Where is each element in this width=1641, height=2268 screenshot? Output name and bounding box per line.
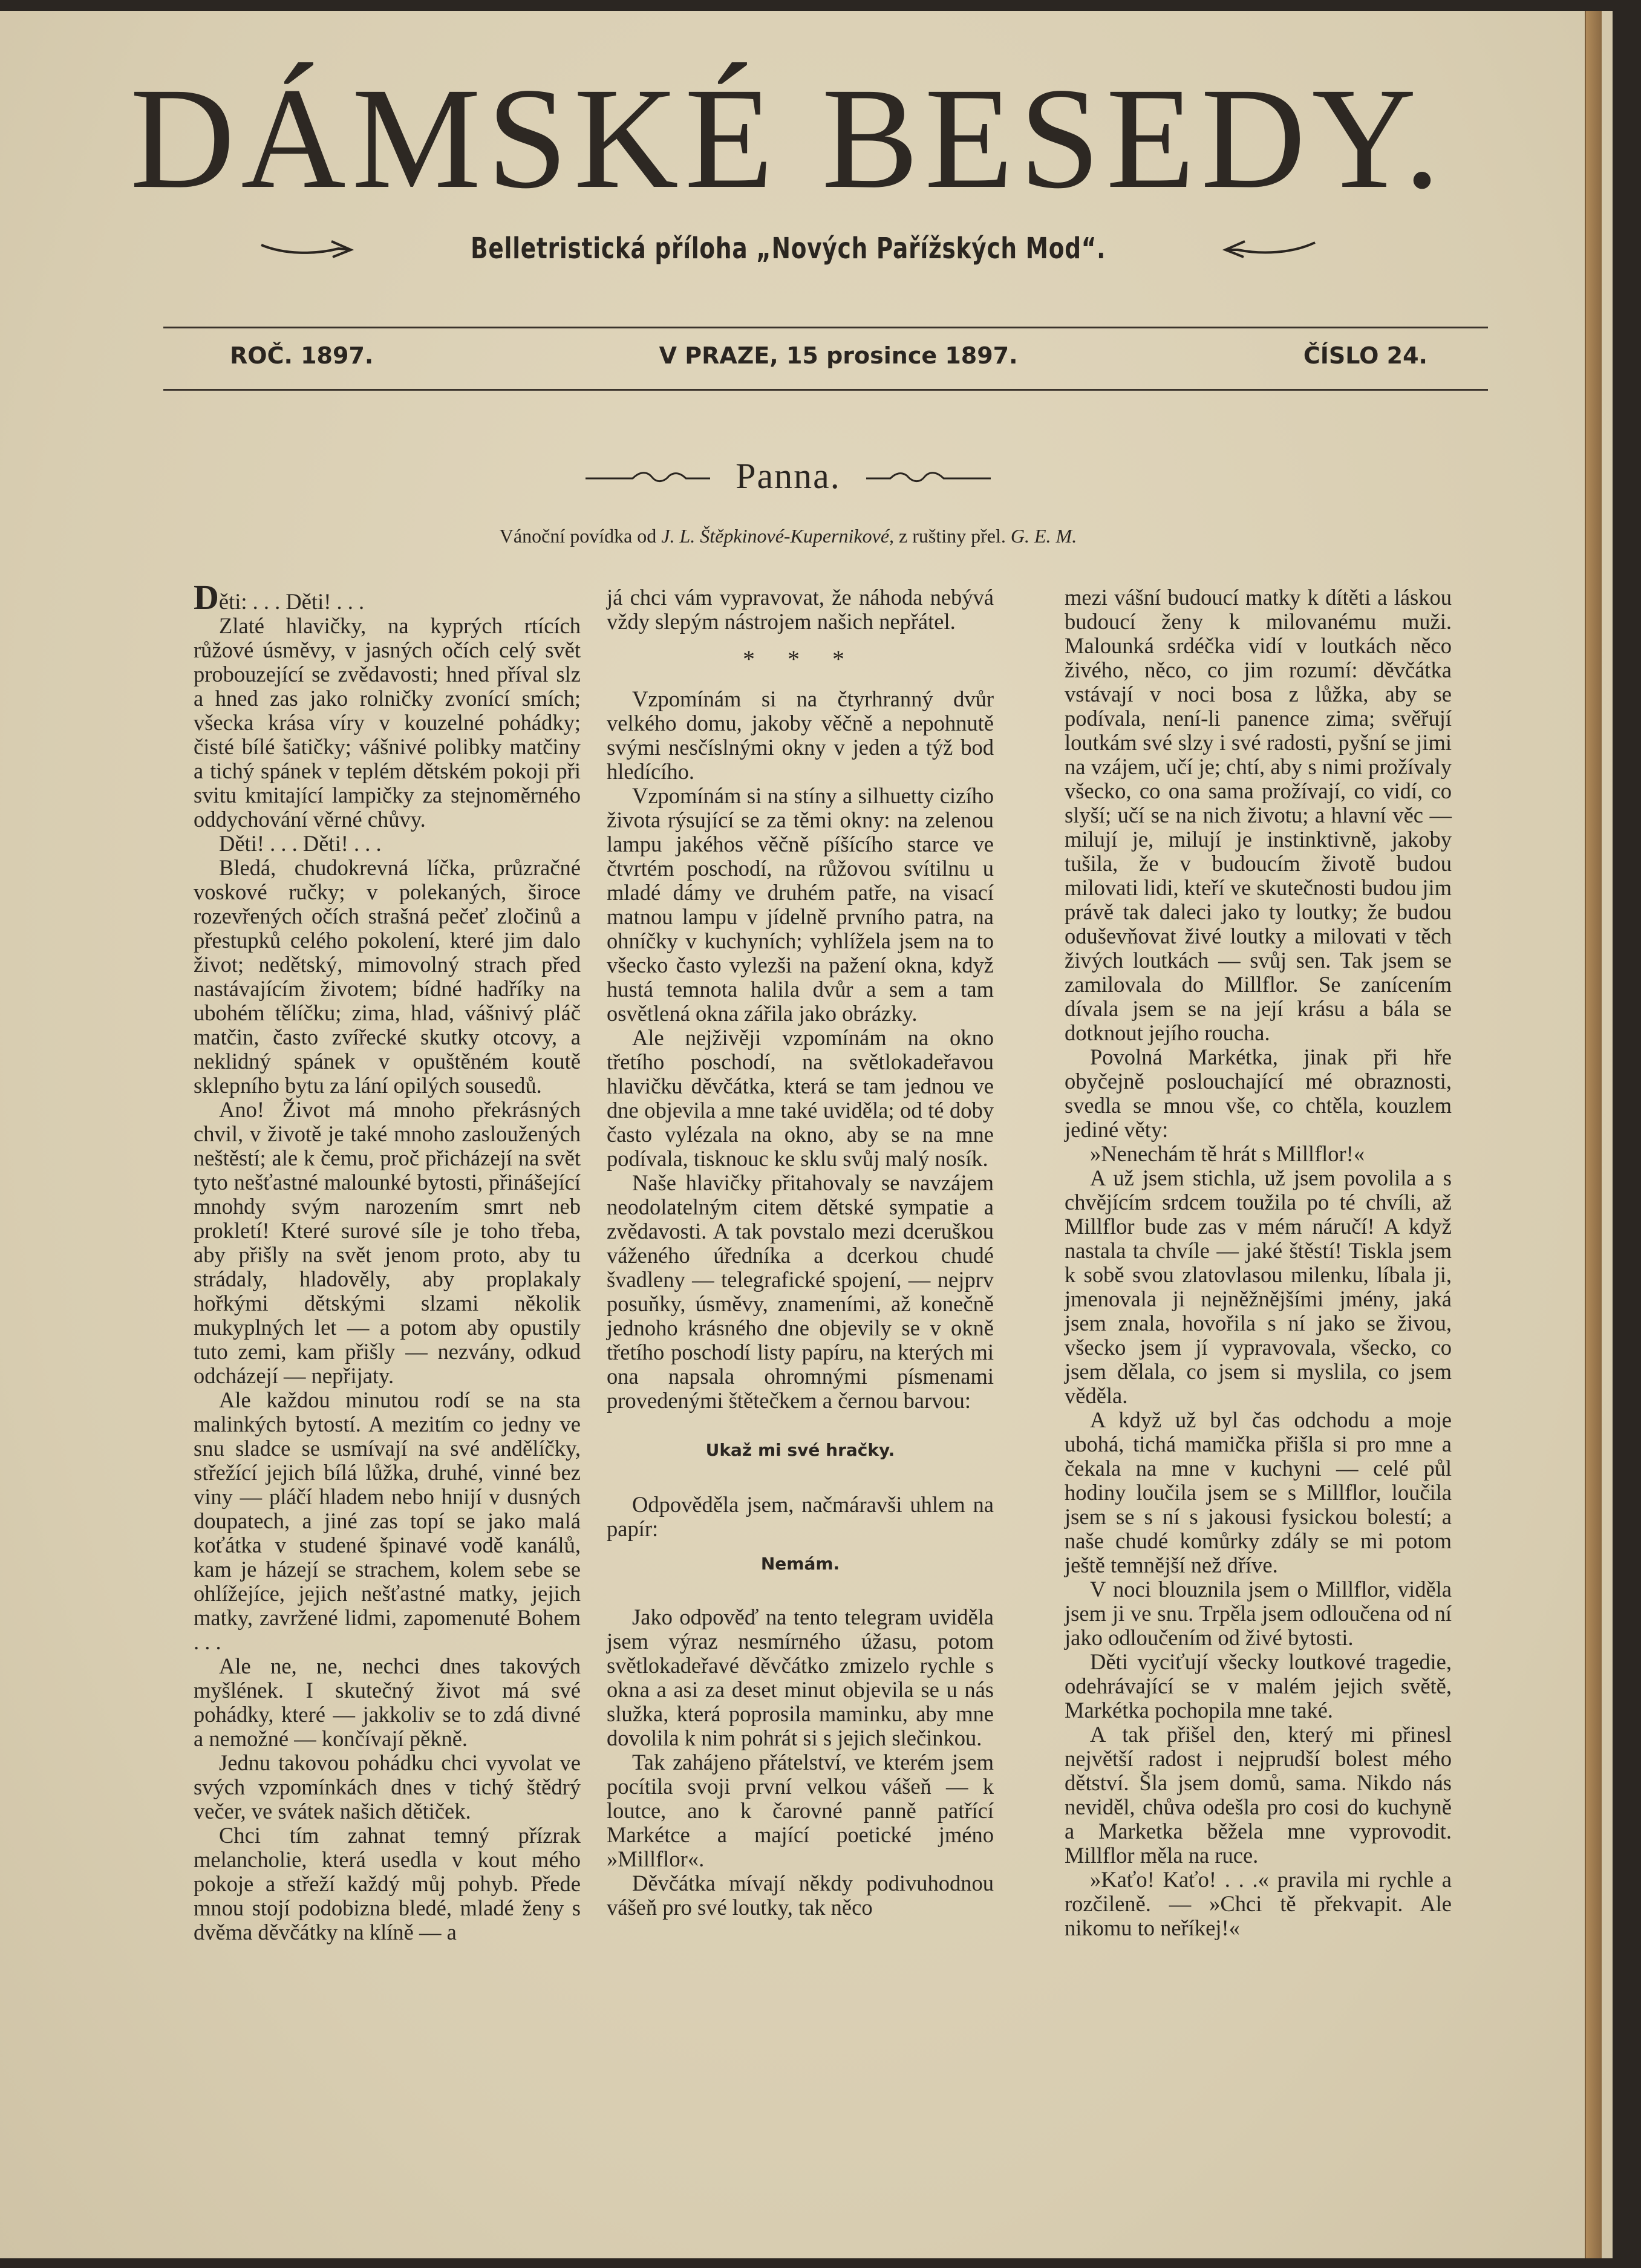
article-title: Panna. bbox=[736, 456, 841, 496]
paragraph: Tak zahájeno přátelství, ve kterém jsem pocítila svoji první velkou vášeň — k loutce, ano k čarovné panně patřící Markétce a mající poetické jméno »Millflor«. bbox=[607, 1750, 994, 1871]
paragraph: Bledá, chudokrevná líčka, průzračné voskové ručky; v polekaných, široce rozevřených očích strašná pečeť zločinů a přestupků celého pokolení, které jim dalo život; nedětský, mimovolný strach před nastávajícím životem; bídné hadříky na ubohém tělíčku; zima, hlad, vášnivý pláč matčin, často zvířecké skutky otcovy, a neklidný spánek v opuštěném koutě sklepního bytu za lání opilých sousedů. bbox=[194, 855, 581, 1098]
paragraph: Chci tím zahnat temný přízrak melancholie, která usedla v kout mého pokoje a střeží každý můj pohyb. Přede mnou stojí podobizna bledé, mladé ženy s dvěma děvčátky na klíně — a bbox=[194, 1823, 581, 1944]
paragraph: Děti! . . . Děti! . . . bbox=[219, 831, 382, 856]
issue-year: ROČ. 1897. bbox=[230, 342, 374, 369]
paragraph: Vzpomínám si na čtyrhranný dvůr velkého domu, jakoby věčně a nepohnutě svými nesčíslnými okny v jeden a týž bod hledícího. bbox=[607, 686, 994, 784]
paragraph: já chci vám vypravovat, že náhoda nebývá vždy slepým nástrojem našich nepřátel. bbox=[607, 585, 994, 634]
paragraph: mezi vášní budoucí matky k dítěti a láskou budoucí ženy k milovanému muži. Malounká srdéčka vidí v loutkách něco živého, něco, co jim rozumí: děvčátka vstávají v noci bosa z lůžka, aby se podívala, není-li panence zima; svěřují loutkám své slzy i své radosti, pyšní se jimi na vzájem, učí je; chtí, aby s nimi prožívaly všecko, co ona sama prožívají, co vidí, co slyší; učí se na nich životu; a hlavní věc — milují je, milují je instinktivně, jakoby tušila, že v budoucím životě budou milovati lidi, kteří ve skutečnosti budou jim právě tak daleci jako ty loutky; že budou oduševňovat živé loutky a milovati v těch živých loutkách — svůj sen. Tak jsem se zamilovala do Millflor. Se zanícením dívala jsem se na její krásu a bála se dotknout jejího roucha. bbox=[1065, 585, 1452, 1045]
paragraph: »Kaťo! Kaťo! . . .« pravila mi rychle a rozčileně. — »Chci tě překvapit. Ale nikomu to neříkej!« bbox=[1065, 1867, 1452, 1940]
paragraph: Ano! Život má mnoho překrásných chvil, v životě je také mnoho zasloužených neštěstí; ale k čemu, proč přicházejí na svět tyto nešťastné malounké bytosti, přinášející mnohdy svým narozením smrt neb prokletí! Které surové síle je toho třeba, aby přišly na svět jenom proto, aby tu strádaly, hladověly, aby proplakaly hořkými dětskými slzami několik mukyplných let — a potom aby opustily tuto zemi, kam přišly — nezvány, odkud odcházejí — nepřijaty. bbox=[194, 1097, 581, 1388]
right-ornament-icon bbox=[865, 468, 992, 486]
paragraph: Vzpomínám si na stíny a silhuetty cizího života rýsující se za těmi okny: na zelenou lampu jakéhos věčně píšícího starce ve čtvrtém poschodí, na růžovou svítilnu u mladé dámy ve druhém patře, na visací matnou lampu v jídelně prvního patra, na ohníčky v kuchyních; vyhlížela jsem na to všecko často vylezši na pažení okna, když hustá temnota halila dvůr a sem a tam osvětlená okna zářila jako obrázky. bbox=[607, 783, 994, 1026]
left-ornament-icon bbox=[584, 468, 711, 486]
paragraph: A když už byl čas odchodu a moje ubohá, tichá mamička přišla si pro mne a čekala na mne v kuchyni — celé půl hodiny loučila jsem se s Millflor, loučila jsem se s ní s jakousi fysickou bolestí; a naše chudé komůrky zdály se mi potom ještě temnější než dříve. bbox=[1065, 1407, 1452, 1577]
paragraph-rest: ěti: . . . Děti! . . . bbox=[218, 589, 365, 614]
paragraph: Děti vyciťují všecky loutkové tragedie, odehrávající se v malém jejich světě, Markétka pochopila mne také. bbox=[1065, 1649, 1452, 1722]
left-flourish-icon bbox=[260, 236, 357, 261]
paragraph: Jednu takovou pohádku chci vyvolat ve svých vzpomínkách dnes v tichý štědrý večer, ve svátek našich dětiček. bbox=[194, 1750, 581, 1823]
byline-mid: z ruštiny přel. bbox=[899, 525, 1006, 547]
byline-pre: Vánoční povídka od bbox=[499, 525, 657, 547]
paragraph: Odpověděla jsem, načmáravši uhlem na papír: bbox=[607, 1492, 994, 1541]
header-rule-bottom bbox=[163, 389, 1488, 391]
text-column-1 bbox=[194, 578, 581, 1944]
text-column-2 bbox=[607, 585, 994, 1920]
article-title-row bbox=[0, 455, 1576, 497]
issue-number: ČÍSLO 24. bbox=[1303, 342, 1427, 369]
section-divider-stars: * * * bbox=[743, 645, 858, 673]
paragraph: »Nenechám tě hrát s Millflor!« bbox=[1090, 1141, 1365, 1166]
subtitle-row bbox=[0, 232, 1576, 266]
issue-info-row bbox=[230, 342, 1427, 369]
newspaper-page bbox=[0, 11, 1613, 2258]
paragraph: A tak přišel den, který mi přinesl největší radost i nejprudší bolest mého dětství. Šla jsem domů, sama. Nikdo nás neviděl, chůva odešla pro cosi do kuchyně a Marketka běžela mne vyprovodit. Millflor měla na ruce. bbox=[1065, 1722, 1452, 1868]
paragraph: Naše hlavičky přitahovaly se navzájem neodolatelným citem dětské sympatie a zvědavosti. A tak povstalo mezi dceruškou váženého úředníka a dcerkou chudé švadleny — telegrafické spojení, — nejprv posuňky, úsměvy, znameními, až konečně jednoho krásného dne objevily se v okně třetího poschodí listy papíru, na kterých mi ona napsala ohromnými písmenami provedenými štětečkem a černou barvou: bbox=[607, 1170, 994, 1413]
paragraph bbox=[194, 578, 581, 617]
paragraph: A už jsem stichla, už jsem povolila a s chvějícím srdcem toužila po té chvíli, až Millflor bude zas v mém náručí! A když nastala ta chvíle — jaké štěstí! Tiskla jsem k sobě svou zlatovlasou milenku, líbala ji, jmenovala ji nejněžnějšími jmény, jaká jsem znala, hovořila s ní jako se živou, všecko jsem jí vypravovala, všecko, co jsem dělala, co jsem si myslila, co jsem věděla. bbox=[1065, 1165, 1452, 1408]
article-byline bbox=[0, 525, 1576, 547]
paragraph: Ale nejživěji vzpomínám na okno třetího poschodí, na světlokadeřavou hlavičku děvčátka, která se tam jednou ve dne objevila a mne také uviděla; od té doby často vylézala na okno, aby se na mne podívala, tisknouc ke sklu svůj malý nosík. bbox=[607, 1025, 994, 1171]
paragraph: Ale každou minutou rodí se na sta malinkých bytostí. A mezitím co jedny ve snu sladce se usmívají na své andělíčky, střežící jejich bílá lůžka, druhé, vinné bez viny — pláčí hladem nebo hnijí v dusných doupatech, a jiné zas topí se jako malá koťátka v studené špinavé vodě kanálů, kam je házejí se strachem, kolem sebe se ohlížejíce, jejich nešťastné matky, jejich matky, zavržené lidmi, zapomenuté Bohem . . . bbox=[194, 1387, 581, 1654]
byline-author: J. L. Štěpkinové-Kupernikové, bbox=[661, 525, 895, 547]
drop-cap: D bbox=[194, 578, 219, 617]
binding-edge bbox=[1585, 11, 1602, 2258]
telegram-message-1: Ukaž mi své hračky. bbox=[705, 1440, 895, 1460]
telegram-message-2: Nemám. bbox=[760, 1554, 840, 1574]
masthead-subtitle: Belletristická příloha „Nových Pařížských Mod“. bbox=[470, 232, 1106, 266]
paragraph: Zlaté hlavičky, na kyprých rtících růžové úsměvy, v jasných očích celý svět probouzející se zvědavosti; hned příval slz a hned zas jako rolničky zvonící smích; všecka krása víry v kouzelné pohádky; čisté bílé šatičky; vášnivé polibky matčiny a tichý spánek v teplém dětském pokoji při svitu kmitající lampičky za stejnoměrného oddychování věrné chůvy. bbox=[194, 613, 581, 832]
paragraph: Ale ne, ne, nechci dnes takových myšlének. I skutečný život má své pohádky, které — jakkoliv se to zdá divné a nemožné — končívají pěkně. bbox=[194, 1654, 581, 1751]
masthead-title: DÁMSKÉ BESEDY. bbox=[130, 57, 1446, 218]
right-flourish-icon bbox=[1219, 236, 1316, 261]
header-rule-top bbox=[163, 327, 1488, 328]
text-column-3 bbox=[1065, 585, 1452, 1940]
paragraph: Jako odpověď na tento telegram uviděla jsem výraz nesmírného úžasu, potom světlokadeřavé děvčátko zmizelo rychle s okna a asi za deset minut objevila se u nás služka, která poprosila maminku, aby mne dovolila k nim pohrát si s jejich slečinkou. bbox=[607, 1605, 994, 1750]
paragraph: Děvčátka mívají někdy podivuhodnou vášeň pro své loutky, tak něco bbox=[607, 1871, 994, 1920]
paragraph: Povolná Markétka, jinak při hře obyčejně poslouchající mé obraznosti, svedla se mnou vše, co chtěla, kouzlem jediné věty: bbox=[1065, 1044, 1452, 1142]
paragraph: V noci blouznila jsem o Millflor, viděla jsem ji ve snu. Trpěla jsem odloučena od ní jako odloučením od živé bytosti. bbox=[1065, 1577, 1452, 1650]
byline-translator: G. E. M. bbox=[1010, 525, 1077, 547]
issue-date: V PRAZE, 15 prosince 1897. bbox=[659, 342, 1018, 369]
